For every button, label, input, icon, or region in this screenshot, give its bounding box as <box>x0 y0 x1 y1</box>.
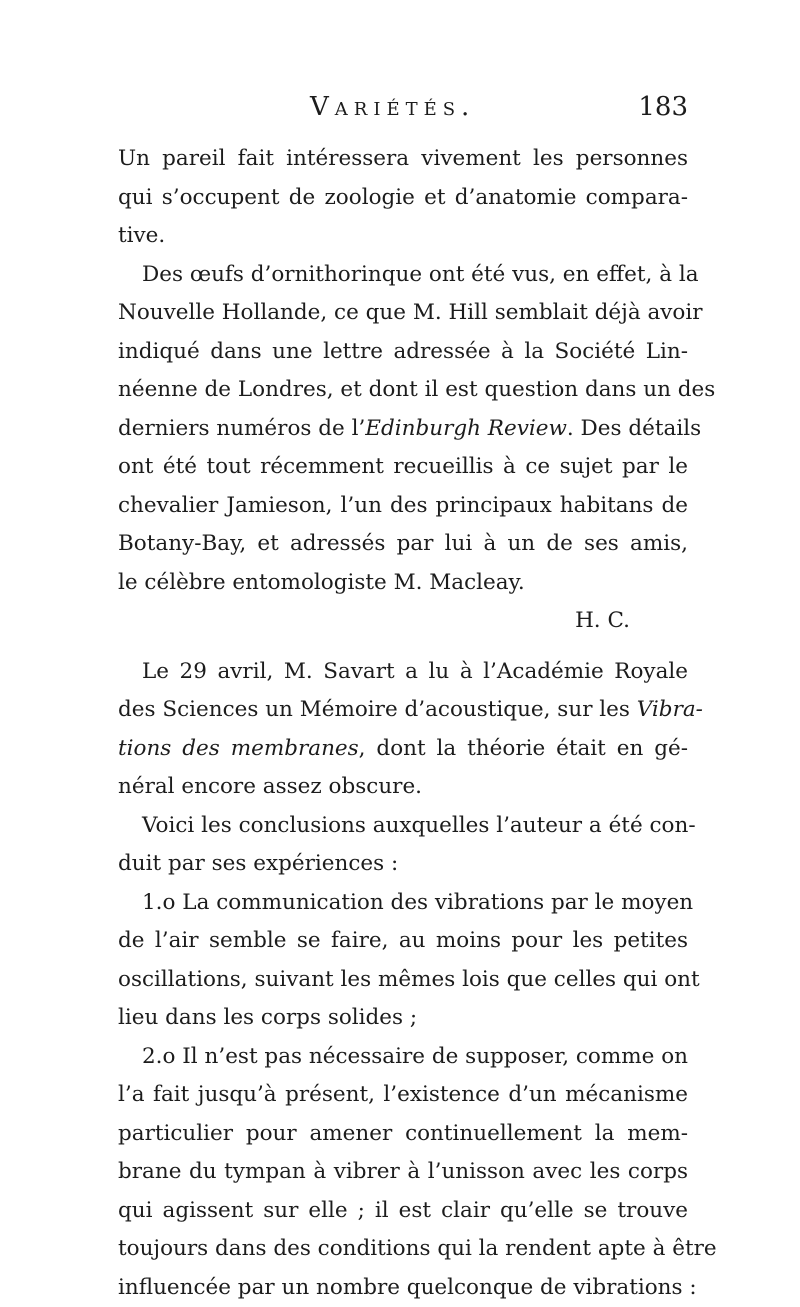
italic-run: Vibra- <box>637 697 703 722</box>
paragraph-savart <box>118 653 688 807</box>
text-line: indiqué dans une lettre adressée à la Société Lin- <box>118 333 688 372</box>
text-line: 1.o La communication des vibrations par le moyen <box>118 884 688 923</box>
text-line: ont été tout récemment recueillis à ce sujet par le <box>118 448 688 487</box>
text-line: Un pareil fait intéressera vivement les personnes <box>118 140 688 179</box>
text-line: brane du tympan à vibrer à l’unisson avec les corps <box>118 1153 688 1192</box>
text-line: Botany-Bay, et adressés par lui à un de ses amis, <box>118 525 688 564</box>
text-line: Nouvelle Hollande, ce que M. Hill semblait déjà avoir <box>118 294 688 333</box>
italic-run: tions des membranes <box>118 736 359 761</box>
page-number: 183 <box>638 92 688 122</box>
paragraph-oeufs-interest <box>118 140 688 256</box>
text-line: l’a fait jusqu’à présent, l’existence d’un mécanisme <box>118 1076 688 1115</box>
text-line: 2.o Il n’est pas nécessaire de supposer, comme on <box>118 1038 688 1077</box>
paragraph-conclusion-1 <box>118 884 688 1038</box>
text-run: néral encore assez obscure. <box>118 774 422 799</box>
text-run: des Sciences un Mémoire d’acoustique, sur les <box>118 697 637 722</box>
text-line: Des œufs d’ornithorinque ont été vus, en effet, à la <box>118 256 688 295</box>
text-line <box>118 768 688 807</box>
text-line: qui agissent sur elle ; il est clair qu’elle se trouve <box>118 1192 688 1231</box>
text-line: oscillations, suivant les mêmes lois que celles qui ont <box>118 961 688 1000</box>
text-line: tive. <box>118 217 688 256</box>
body-text <box>118 140 688 1307</box>
text-line: le célèbre entomologiste M. Macleay. <box>118 564 688 603</box>
text-run: Le 29 avril, M. Savart a lu à l’Académie Royale <box>142 659 688 684</box>
text-line <box>118 730 688 769</box>
text-line: chevalier Jamieson, l’un des principaux habitans de <box>118 487 688 526</box>
text-line: duit par ses expériences : <box>118 845 688 884</box>
paragraph-conclusion-2 <box>118 1038 688 1307</box>
text-line <box>118 410 688 449</box>
text-line: particulier pour amener continuellement la mem- <box>118 1115 688 1154</box>
text-line: toujours dans des conditions qui la rendent apte à être <box>118 1230 688 1269</box>
text-line: influencée par un nombre quelconque de vibrations : <box>118 1269 688 1307</box>
text-line: Voici les conclusions auxquelles l’auteur a été con- <box>118 807 688 846</box>
text-line: lieu dans les corps solides ; <box>118 999 688 1038</box>
text-line: de l’air semble se faire, au moins pour les petites <box>118 922 688 961</box>
running-head <box>118 92 688 132</box>
text-line: qui s’occupent de zoologie et d’anatomie compara- <box>118 179 688 218</box>
text-line <box>118 691 688 730</box>
paragraph-conclusions <box>118 807 688 884</box>
text-run: derniers numéros de l’ <box>118 416 365 441</box>
journal-title: Edinburgh Review <box>365 416 567 441</box>
author-initials: H. C. <box>118 602 688 641</box>
text-line: néenne de Londres, et dont il est question dans un des <box>118 371 688 410</box>
text-run: . Des détails <box>567 416 701 441</box>
text-run: , dont la théorie était en gé- <box>359 736 688 761</box>
paragraph-ornithorinque <box>118 256 688 603</box>
running-title: Variétés. <box>310 92 475 122</box>
paragraph-gap <box>118 641 688 653</box>
text-line <box>118 653 688 692</box>
